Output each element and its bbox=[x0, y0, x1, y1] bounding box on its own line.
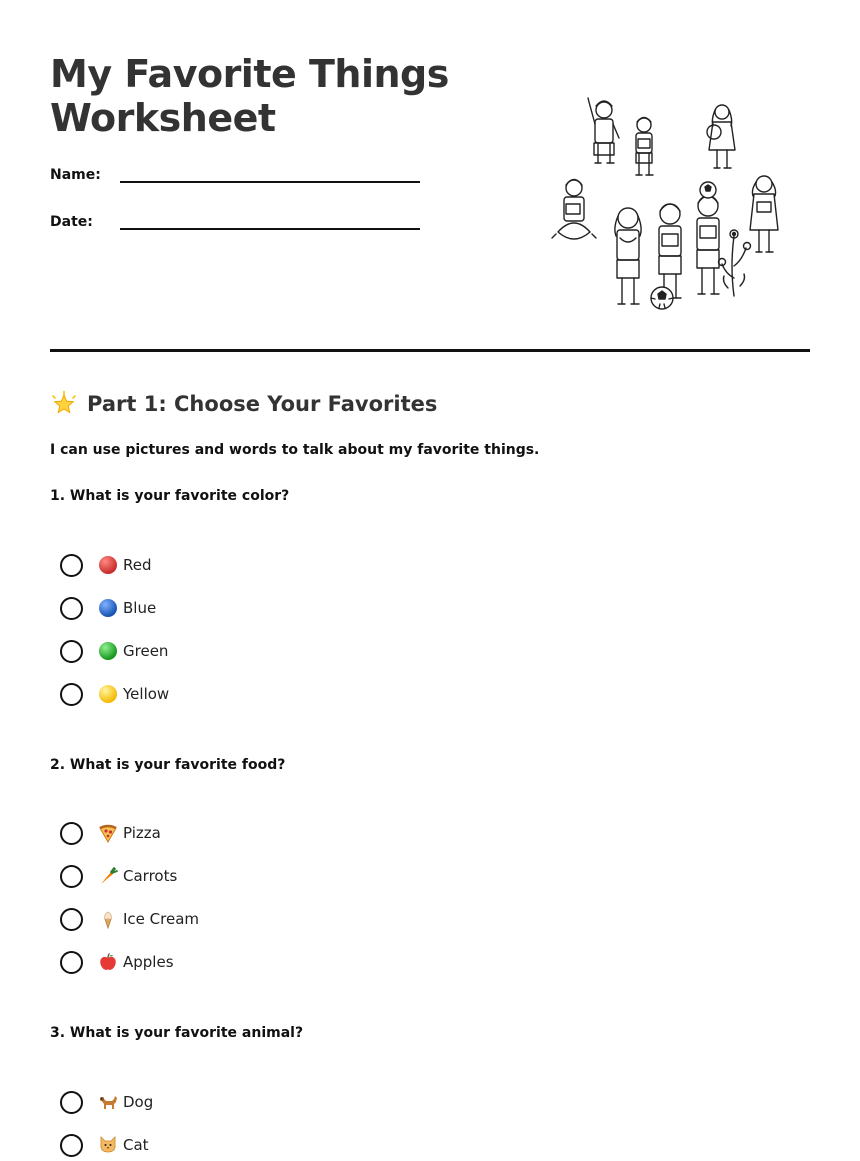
date-label: Date: bbox=[50, 214, 93, 230]
option-yellow[interactable] bbox=[60, 681, 169, 707]
soccer-ball bbox=[651, 287, 673, 309]
radio-button[interactable] bbox=[60, 1091, 83, 1114]
date-write-line[interactable] bbox=[120, 228, 420, 230]
child-figure bbox=[636, 118, 653, 176]
pizza-icon bbox=[98, 823, 118, 843]
child-figure bbox=[697, 196, 719, 294]
option-label: Cat bbox=[123, 1136, 149, 1154]
child-figure bbox=[588, 98, 619, 163]
flowers bbox=[719, 230, 751, 296]
apple-icon bbox=[98, 952, 118, 972]
blue-circle-icon bbox=[98, 598, 118, 618]
red-circle-icon bbox=[98, 555, 118, 575]
radio-button[interactable] bbox=[60, 1134, 83, 1157]
option-blue[interactable] bbox=[60, 595, 156, 621]
yellow-circle-icon bbox=[98, 684, 118, 704]
worksheet-title bbox=[50, 52, 480, 140]
ice-cream-icon bbox=[98, 909, 118, 929]
radio-button[interactable] bbox=[60, 554, 83, 577]
name-label: Name: bbox=[50, 167, 101, 183]
radio-button[interactable] bbox=[60, 640, 83, 663]
option-label: Green bbox=[123, 642, 169, 660]
question-1: 1. What is your favorite color? bbox=[50, 488, 290, 504]
option-apples[interactable] bbox=[60, 949, 174, 975]
name-write-line[interactable] bbox=[120, 181, 420, 183]
radio-button[interactable] bbox=[60, 597, 83, 620]
glowing-star-icon bbox=[50, 390, 78, 418]
option-ice-cream[interactable] bbox=[60, 906, 199, 932]
green-circle-icon bbox=[98, 641, 118, 661]
name-field[interactable] bbox=[50, 165, 420, 189]
children-illustration bbox=[548, 96, 788, 314]
option-dog[interactable] bbox=[60, 1089, 153, 1115]
option-label: Red bbox=[123, 556, 152, 574]
part-1-heading bbox=[50, 388, 437, 420]
child-figure bbox=[615, 208, 641, 304]
option-label: Blue bbox=[123, 599, 157, 617]
child-figure bbox=[707, 105, 735, 168]
option-label: Apples bbox=[123, 953, 174, 971]
radio-button[interactable] bbox=[60, 865, 83, 888]
radio-button[interactable] bbox=[60, 822, 83, 845]
radio-button[interactable] bbox=[60, 683, 83, 706]
cat-icon bbox=[98, 1135, 118, 1155]
option-label: Carrots bbox=[123, 867, 178, 885]
child-figure bbox=[659, 204, 681, 298]
radio-button[interactable] bbox=[60, 951, 83, 974]
radio-button[interactable] bbox=[60, 908, 83, 931]
carrot-icon bbox=[98, 866, 118, 886]
option-red[interactable] bbox=[60, 552, 152, 578]
question-2: 2. What is your favorite food? bbox=[50, 757, 286, 773]
option-pizza[interactable] bbox=[60, 820, 161, 846]
option-label: Pizza bbox=[123, 824, 161, 842]
option-label: Ice Cream bbox=[123, 910, 200, 928]
question-3: 3. What is your favorite animal? bbox=[50, 1025, 304, 1041]
option-label: Dog bbox=[123, 1093, 154, 1111]
child-figure bbox=[750, 176, 778, 252]
dog-icon bbox=[98, 1092, 118, 1112]
date-field[interactable] bbox=[50, 212, 420, 236]
part-1-heading-text: Part 1: Choose Your Favorites bbox=[87, 392, 438, 416]
option-green[interactable] bbox=[60, 638, 168, 664]
worksheet-title-line-2: Worksheet bbox=[50, 96, 276, 140]
section-divider bbox=[50, 349, 810, 352]
option-label: Yellow bbox=[123, 685, 170, 703]
learning-objective: I can use pictures and words to talk about my favorite things. bbox=[50, 442, 540, 458]
worksheet-title-line-1: My Favorite Things bbox=[50, 52, 449, 96]
option-carrots[interactable] bbox=[60, 863, 177, 889]
option-cat[interactable] bbox=[60, 1132, 149, 1158]
child-figure bbox=[552, 180, 596, 240]
soccer-ball bbox=[700, 182, 716, 198]
